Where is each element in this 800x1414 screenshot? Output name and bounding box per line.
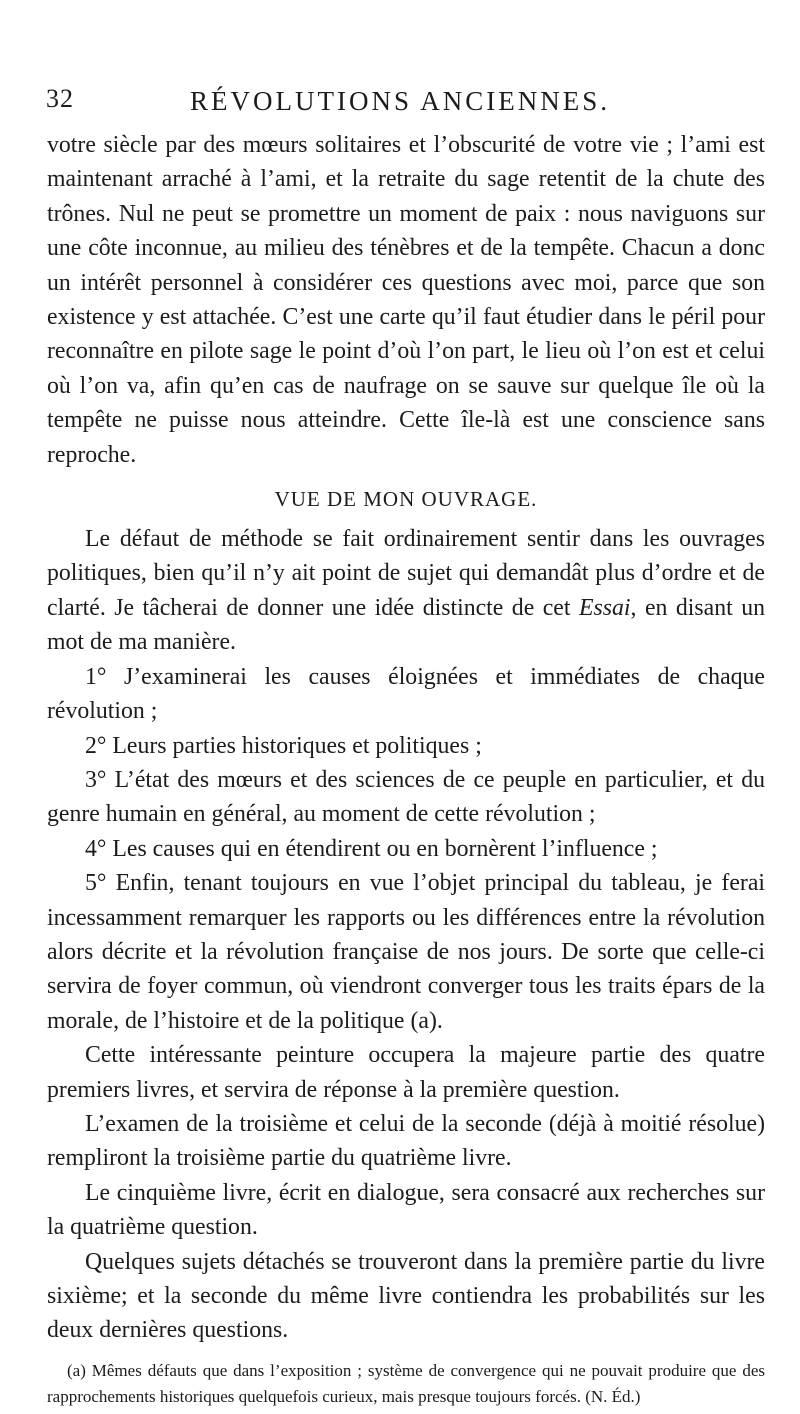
list-item-2: 2° Leurs parties historiques et politiques ; — [85, 732, 482, 759]
footnote-reference: (a) — [410, 1007, 437, 1034]
list-item-4: 4° Les causes qui en étendirent ou en bornèrent l’influence ; — [85, 835, 658, 862]
list-item-5-end: . — [436, 1007, 443, 1034]
method-paragraph — [47, 522, 765, 660]
method-text-start: Le défaut de méthode se fait ordinairement sentir dans les ouvrages politiques, bien qu’il n’y ait point de sujet qui demandât plus d’ordre et de clarté. Je tâcherai de donner une idée distincte de cet — [47, 526, 765, 621]
list-item-5-text: 5° Enfin, tenant toujours en vue l’objet principal du tableau, je ferai incessamment remarquer les rapports ou les différences entre la révolution alors décrite et la révolution française de nos jours. De sorte que celle-ci servira de foyer commun, où viendront converger tous les traits épars de la morale, de l’histoire et de la politique — [47, 870, 765, 1034]
section-title: VUE DE MON OUVRAGE. — [274, 487, 538, 512]
running-head: RÉVOLUTIONS ANCIENNES. — [190, 86, 610, 116]
page-number: 32 — [46, 84, 74, 113]
list-item-3: 3° L’état des mœurs et des sciences de ce peuple en particulier, et du genre humain en général, au moment de cette révolution ; — [47, 766, 765, 828]
paragraph-painting: Cette intéressante peinture occupera la majeure partie des quatre premiers livres, et servira de réponse à la première question. — [47, 1042, 765, 1103]
paragraph-sixth-book: Quelques sujets détachés se trouveront dans la première partie du livre sixième; et la seconde du même livre contiendra les probabilités sur les deux dernières questions. — [47, 1248, 765, 1344]
list-item-1: 1° J’examinerai les causes éloignées et immédiates de chaque révolution ; — [47, 663, 765, 725]
paragraph-fifth-book: Le cinquième livre, écrit en dialogue, sera consacré aux recherches sur la quatrième question. — [47, 1179, 765, 1241]
intro-paragraph: votre siècle par des mœurs solitaires et l’obscurité de votre vie ; l’ami est maintenant arraché à l’ami, et la retraite du sage retentit de la chute des trônes. Nul ne peut se promettre un moment de paix : nous naviguons sur une côte inconnue, au milieu des ténèbres et de la tempête. Chacun a donc un intérêt personnel à considérer ces questions avec moi, parce que son existence y est attachée. C’est une carte qu’il faut étudier dans le péril pour reconnaître en pilote sage le point d’où l’on part, le lieu où l’on est et celui où l’on va, afin qu’en cas de naufrage on se sauve sur quelque île où la tempête ne puisse nous atteindre. Cette île-là est une conscience sans reproche. — [47, 132, 765, 468]
page-body — [47, 128, 765, 1410]
footnote-marker: (a) — [67, 1360, 86, 1380]
paragraph-examination: L’examen de la troisième et celui de la seconde (déjà à moitié résolue) rempliront la troisième partie du quatrième livre. — [47, 1110, 765, 1172]
essai-italic: Essai — [578, 594, 631, 621]
method-text-end: , en disant un mot de ma manière. — [47, 594, 765, 656]
footnote-text: Mêmes défauts que dans l’exposition ; système de convergence qui ne pouvait produire que des rapprochements historiques quelquefois curieux, mais presque toujours forcés. (N. Éd.) — [47, 1360, 765, 1406]
page-header — [0, 84, 800, 124]
footnote — [47, 1358, 765, 1410]
list-item-5 — [47, 866, 765, 1038]
